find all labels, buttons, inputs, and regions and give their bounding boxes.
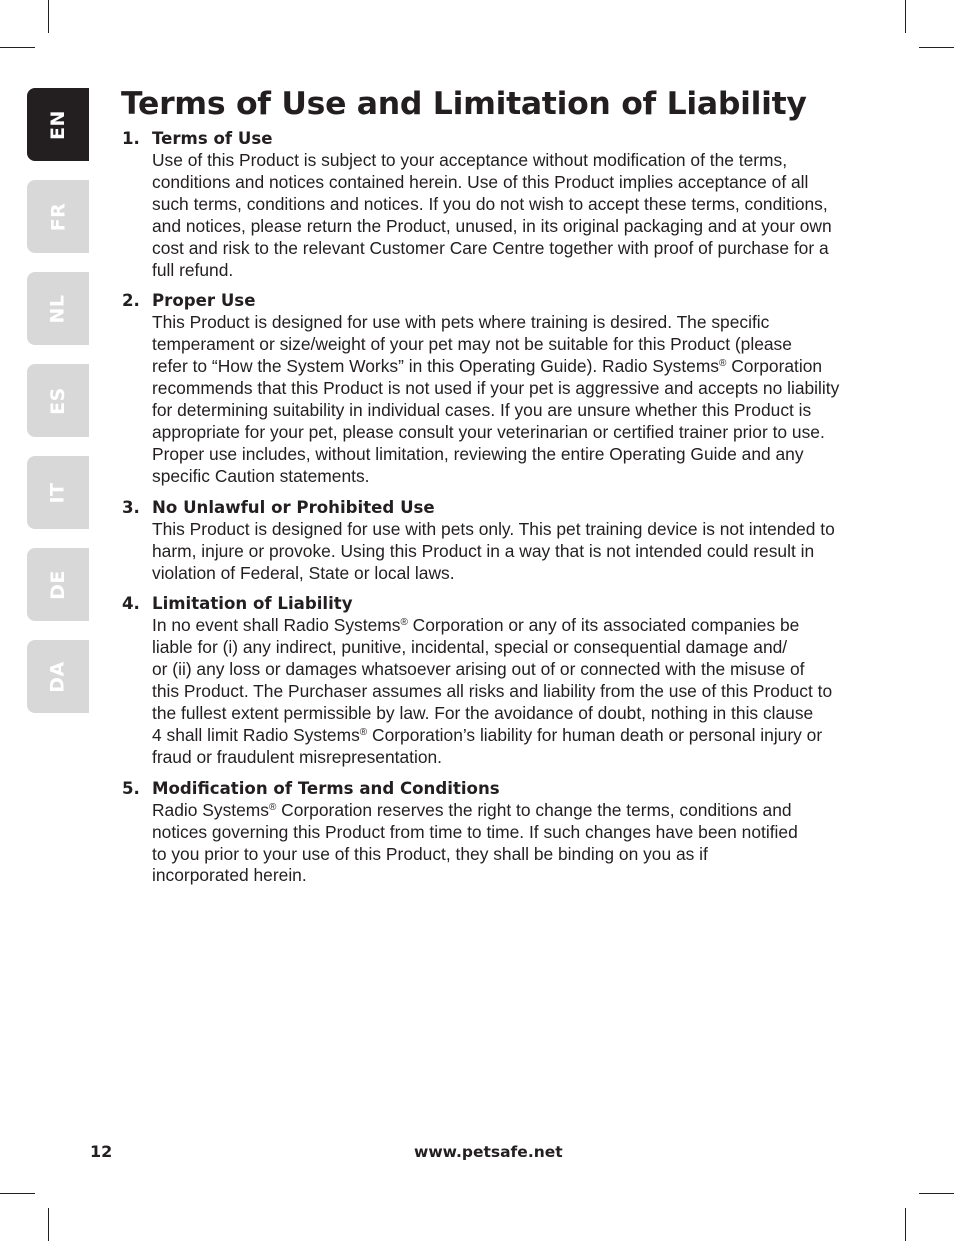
- body-text-line: [152, 865, 871, 887]
- text-run: 4 shall limit Radio Systems: [152, 724, 360, 745]
- text-run: for determining suitability in individual cases. If you are unsure whether this Product is: [152, 400, 812, 421]
- text-run: notices governing this Product from time to time. If such changes have been notified: [152, 821, 798, 842]
- registered-mark: ®: [719, 358, 727, 370]
- language-tab-label: EN: [46, 109, 69, 140]
- section-heading: Terms of Use: [152, 129, 273, 148]
- body-text-line: [152, 659, 871, 681]
- language-tab-fr[interactable]: [27, 180, 89, 253]
- text-run: to you prior to your use of this Product, they shall be binding on you as if: [152, 843, 708, 864]
- body-text-line: [152, 356, 871, 378]
- body-text-line: [152, 216, 871, 238]
- body-text-line: [152, 422, 871, 444]
- text-run: This Product is designed for use with pets only. This pet training device is not intended to: [152, 518, 835, 539]
- section-3: [121, 497, 871, 585]
- body-text-line: [152, 260, 871, 282]
- text-run: Corporation reserves the right to change the terms, conditions and: [276, 799, 792, 820]
- text-run: Radio Systems: [152, 799, 269, 820]
- text-run: harm, injure or provoke. Using this Product in a way that is not intended could result in: [152, 540, 815, 561]
- body-text-line: [152, 519, 871, 541]
- language-tab-label: DA: [46, 660, 69, 693]
- terms-content: [121, 82, 871, 896]
- language-tab-en[interactable]: [27, 88, 89, 161]
- body-text-line: [152, 844, 871, 866]
- body-text-line: [152, 615, 871, 637]
- text-run: appropriate for your pet, please consult your veterinarian or certified trainer prior to use.: [152, 421, 825, 442]
- language-tab-nl[interactable]: [27, 272, 89, 345]
- footer-url[interactable]: www.petsafe.net: [414, 1143, 563, 1161]
- text-run: violation of Federal, State or local laws.: [152, 562, 455, 583]
- language-tab-label: IT: [47, 481, 69, 504]
- page-title: Terms of Use and Limitation of Liability: [121, 86, 807, 122]
- text-run: fraud or fraudulent misrepresentation.: [152, 746, 443, 767]
- section-heading: Limitation of Liability: [152, 594, 353, 614]
- section-5: [121, 778, 871, 888]
- crop-mark: [0, 47, 35, 48]
- crop-mark: [48, 1208, 49, 1241]
- section-heading: Proper Use: [152, 291, 256, 311]
- sections-list: [121, 128, 871, 887]
- crop-mark: [919, 1193, 954, 1194]
- body-text-line: [152, 466, 871, 488]
- language-tab-es[interactable]: [27, 364, 89, 437]
- section-number: 4.: [122, 594, 140, 614]
- body-text-line: [152, 378, 871, 400]
- body-text-line: [152, 747, 871, 769]
- section-number: 1.: [122, 129, 140, 148]
- body-text-line: [152, 681, 871, 703]
- section-4: [121, 593, 871, 768]
- body-text-line: [152, 238, 871, 260]
- text-run: the fullest extent permissible by law. For the avoidance of doubt, nothing in this clause: [152, 703, 814, 724]
- registered-mark: ®: [400, 617, 408, 629]
- body-text-line: [152, 563, 871, 585]
- text-run: liable for (i) any indirect, punitive, incidental, special or consequential damage and/: [152, 637, 788, 658]
- registered-mark: ®: [268, 801, 277, 813]
- crop-mark: [0, 1193, 35, 1194]
- text-run: Use of this Product is subject to your acceptance without modification of the terms,: [152, 150, 788, 170]
- body-text-line: [152, 194, 871, 216]
- language-tab-label: DE: [46, 569, 69, 600]
- text-run: specific Caution statements.: [152, 465, 370, 486]
- section-heading: Modification of Terms and Conditions: [152, 778, 500, 798]
- body-text-line: [152, 637, 871, 659]
- page-number: 12: [90, 1142, 113, 1161]
- text-run: such terms, conditions and notices. If you do not wish to accept these terms, conditions,: [152, 193, 828, 214]
- text-run: and notices, please return the Product, unused, in its original packaging and at your own: [152, 215, 832, 236]
- text-run: temperament or size/weight of your pet may not be suitable for this Product (please: [152, 334, 792, 355]
- language-tab-it[interactable]: [27, 456, 89, 529]
- language-tab-da[interactable]: [27, 640, 89, 713]
- section-number: 2.: [122, 291, 140, 311]
- body-text-line: [152, 800, 871, 822]
- body-text-line: [152, 400, 871, 422]
- crop-mark: [905, 0, 906, 33]
- body-text-line: [152, 444, 871, 466]
- registered-mark: ®: [359, 726, 368, 738]
- text-run: Corporation’s liability for human death or personal injury or: [367, 724, 823, 745]
- section-number: 5.: [122, 778, 140, 798]
- text-run: cost and risk to the relevant Customer Care Centre together with proof of purchase for a: [152, 237, 829, 258]
- text-run: Proper use includes, without limitation, reviewing the entire Operating Guide and any: [152, 443, 804, 464]
- text-run: recommends that this Product is not used if your pet is aggressive and accepts no liability: [152, 378, 840, 399]
- language-tab-de[interactable]: [27, 548, 89, 621]
- body-text-line: [152, 541, 871, 563]
- text-run: Corporation or any of its associated companies be: [407, 615, 800, 636]
- section-2: [121, 290, 871, 487]
- crop-mark: [905, 1208, 906, 1241]
- crop-mark: [48, 0, 49, 33]
- section-number: 3.: [122, 497, 140, 517]
- text-run: refer to “How the System Works” in this Operating Guide). Radio Systems: [152, 356, 720, 377]
- language-tab-label: NL: [46, 293, 69, 324]
- body-text-line: [152, 703, 871, 725]
- text-run: full refund.: [152, 259, 234, 280]
- body-text-line: [152, 312, 871, 334]
- section-heading: No Unlawful or Prohibited Use: [152, 497, 435, 517]
- text-run: incorporated herein.: [152, 865, 307, 886]
- text-run: conditions and notices contained herein. Use of this Product implies acceptance of all: [152, 171, 809, 192]
- body-text-line: [152, 822, 871, 844]
- body-text-line: [152, 334, 871, 356]
- body-text-line: [152, 150, 871, 172]
- text-run: Corporation: [726, 356, 823, 377]
- body-text-line: [152, 725, 871, 747]
- language-tab-label: ES: [46, 386, 69, 415]
- text-run: or (ii) any loss or damages whatsoever arising out of or connected with the misuse of: [152, 659, 805, 680]
- language-tab-label: FR: [46, 202, 69, 231]
- text-run: This Product is designed for use with pets where training is desired. The specific: [152, 312, 770, 333]
- body-text-line: [152, 172, 871, 194]
- section-1: [121, 128, 871, 281]
- crop-mark: [919, 47, 954, 48]
- text-run: this Product. The Purchaser assumes all risks and liability from the use of this Product to: [152, 681, 833, 702]
- text-run: In no event shall Radio Systems: [152, 615, 401, 636]
